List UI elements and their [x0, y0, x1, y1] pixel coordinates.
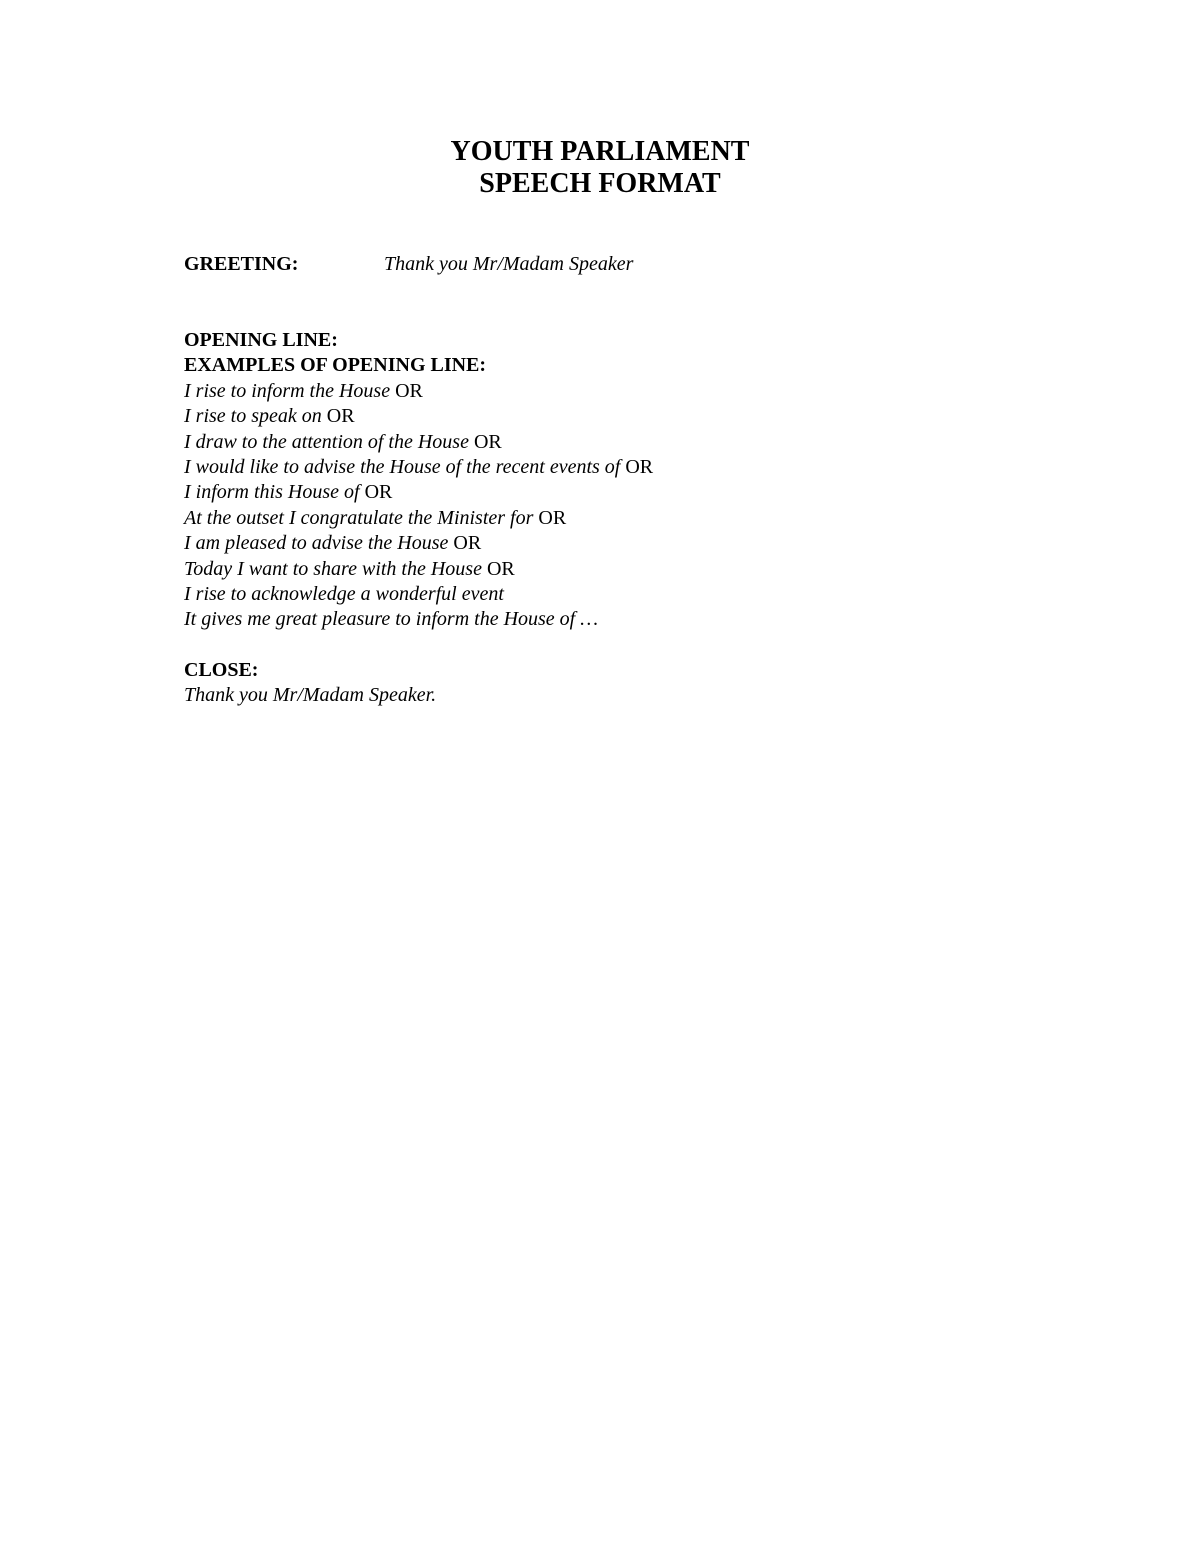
example-line	[184, 430, 653, 455]
example-phrase: Today I want to share with the House	[184, 557, 482, 580]
example-line	[184, 582, 653, 607]
example-phrase: I inform this House of	[184, 481, 360, 504]
example-phrase: It gives me great pleasure to inform the House of …	[184, 608, 599, 631]
example-conjunction: OR	[448, 532, 482, 555]
greeting-section	[184, 251, 633, 277]
examples-heading: EXAMPLES OF OPENING LINE:	[184, 354, 487, 377]
example-conjunction: OR	[533, 506, 567, 529]
greeting-label: GREETING:	[184, 253, 299, 275]
example-conjunction: OR	[390, 379, 423, 402]
example-phrase: I would like to advise the House of the recent events of	[184, 456, 621, 479]
document-subtitle: SPEECH FORMAT	[479, 168, 721, 199]
example-line	[184, 455, 653, 480]
example-conjunction: OR	[468, 430, 502, 453]
example-conjunction: OR	[359, 481, 393, 504]
example-phrase: At the outset I congratulate the Minister for	[184, 506, 534, 529]
document-title: YOUTH PARLIAMENT	[450, 136, 750, 167]
example-phrase: I draw to the attention of the House	[184, 430, 469, 453]
example-phrase: I rise to acknowledge a wonderful event	[184, 583, 504, 606]
example-phrase: I am pleased to advise the House	[184, 532, 449, 555]
example-line	[184, 480, 653, 505]
example-line	[184, 404, 653, 429]
example-line	[184, 607, 653, 632]
example-conjunction: OR	[321, 405, 355, 428]
opening-line-section	[184, 328, 653, 633]
example-phrase: I rise to speak on	[184, 405, 322, 428]
close-line	[184, 683, 436, 708]
example-line	[184, 557, 653, 582]
example-conjunction: OR	[620, 456, 654, 479]
close-heading: CLOSE:	[184, 659, 259, 681]
close-section	[184, 658, 436, 709]
example-line	[184, 506, 653, 531]
example-line	[184, 379, 653, 404]
example-line	[184, 531, 653, 556]
opening-line-heading: OPENING LINE:	[184, 329, 338, 351]
example-conjunction: OR	[481, 557, 515, 580]
close-text: Thank you Mr/Madam Speaker.	[184, 684, 437, 707]
greeting-text: Thank you Mr/Madam Speaker	[384, 253, 634, 275]
example-phrase: I rise to inform the House	[184, 379, 391, 402]
